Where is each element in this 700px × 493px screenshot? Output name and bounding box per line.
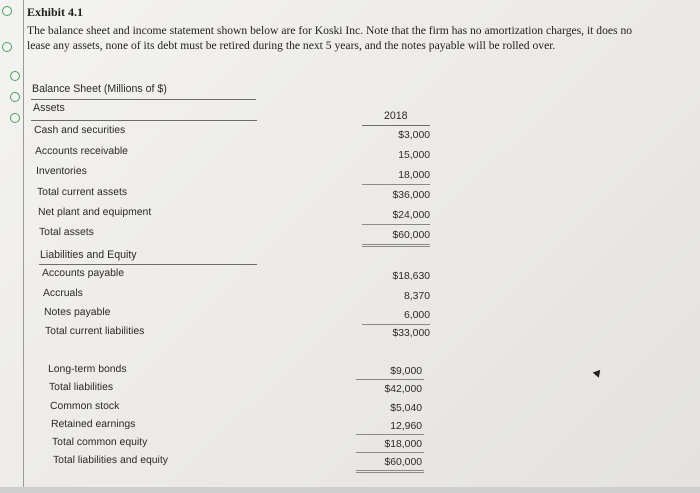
equity-value-common-stock: $5,040 <box>390 403 422 414</box>
equity-value-retained: 12,960 <box>390 421 422 432</box>
radio-option-4[interactable] <box>10 92 20 102</box>
year-header: 2018 <box>384 110 408 122</box>
intro-line-1: The balance sheet and income statement shown below are for Koski Inc. Note that the firm has no amortization charges, it does no <box>27 24 633 37</box>
asset-label-total: Total assets <box>38 227 94 238</box>
liabilities-header: Liabilities and Equity <box>40 249 137 261</box>
liability-label-accruals: Accruals <box>42 288 83 299</box>
margin-divider <box>23 0 24 493</box>
liability-value-notes: 6,000 <box>403 310 430 321</box>
liability-value-accruals: 8,370 <box>403 291 430 302</box>
year-underline <box>362 125 430 126</box>
equity-label-total-liabilities: Total liabilities <box>48 382 114 393</box>
balance-sheet-title: Balance Sheet (Millions of $) <box>32 83 167 95</box>
liability-label-payables: Accounts payable <box>41 268 125 279</box>
asset-label-inventories: Inventories <box>35 166 87 177</box>
equity-value-bonds: $9,000 <box>390 366 422 377</box>
total-rule-equity-2 <box>356 472 424 473</box>
page-bottom-edge <box>0 487 700 493</box>
radio-option-2[interactable] <box>2 42 12 52</box>
total-rule-assets-2 <box>362 246 430 247</box>
exhibit-title: Exhibit 4.1 <box>27 5 84 19</box>
radio-option-5[interactable] <box>10 113 20 123</box>
subtotal-rule-bonds <box>356 379 424 380</box>
equity-label-retained: Retained earnings <box>50 419 136 430</box>
subtotal-rule-total-common <box>356 452 424 453</box>
liability-value-total-current: $33,000 <box>392 328 430 339</box>
asset-value-inventories: 18,000 <box>398 170 430 181</box>
liability-value-payables: $18,630 <box>392 271 430 282</box>
asset-value-total: $60,000 <box>392 230 430 241</box>
asset-label-receivables: Accounts receivable <box>34 146 129 157</box>
title-underline <box>31 99 256 100</box>
equity-value-total-liab-equity: $60,000 <box>384 457 422 468</box>
subtotal-rule-assets <box>362 184 430 185</box>
asset-label-net-plant: Net plant and equipment <box>37 207 152 218</box>
subtotal-rule-net-plant <box>362 224 430 225</box>
assets-header: Assets <box>33 102 65 114</box>
subtotal-rule-equity <box>356 434 424 435</box>
equity-value-total-liabilities: $42,000 <box>384 384 422 395</box>
liability-label-notes: Notes payable <box>43 307 111 318</box>
asset-label-total-current: Total current assets <box>36 187 128 198</box>
asset-value-total-current: $36,000 <box>392 190 430 201</box>
liability-label-total-current: Total current liabilities <box>44 326 145 337</box>
radio-option-3[interactable] <box>10 71 20 81</box>
exhibit-intro <box>27 23 699 53</box>
equity-value-total-common: $18,000 <box>384 439 422 450</box>
total-rule-assets-1 <box>362 244 430 245</box>
equity-label-total-liab-equity: Total liabilities and equity <box>52 455 169 466</box>
asset-value-cash: $3,000 <box>398 130 430 141</box>
mouse-cursor-icon <box>593 367 604 378</box>
equity-label-total-common: Total common equity <box>51 437 148 448</box>
liabilities-underline <box>39 264 257 265</box>
asset-label-cash: Cash and securities <box>33 125 126 136</box>
radio-option-1[interactable] <box>2 6 12 16</box>
assets-underline <box>31 120 257 121</box>
asset-value-net-plant: $24,000 <box>392 210 430 221</box>
equity-label-common-stock: Common stock <box>49 401 120 412</box>
total-rule-equity-1 <box>356 470 424 471</box>
equity-label-bonds: Long-term bonds <box>47 364 127 375</box>
intro-line-2: lease any assets, none of its debt must be retired during the next 5 years, and the notes payable will be rolled over. <box>27 39 556 52</box>
asset-value-receivables: 15,000 <box>398 150 430 161</box>
subtotal-rule-liabilities <box>362 324 430 325</box>
